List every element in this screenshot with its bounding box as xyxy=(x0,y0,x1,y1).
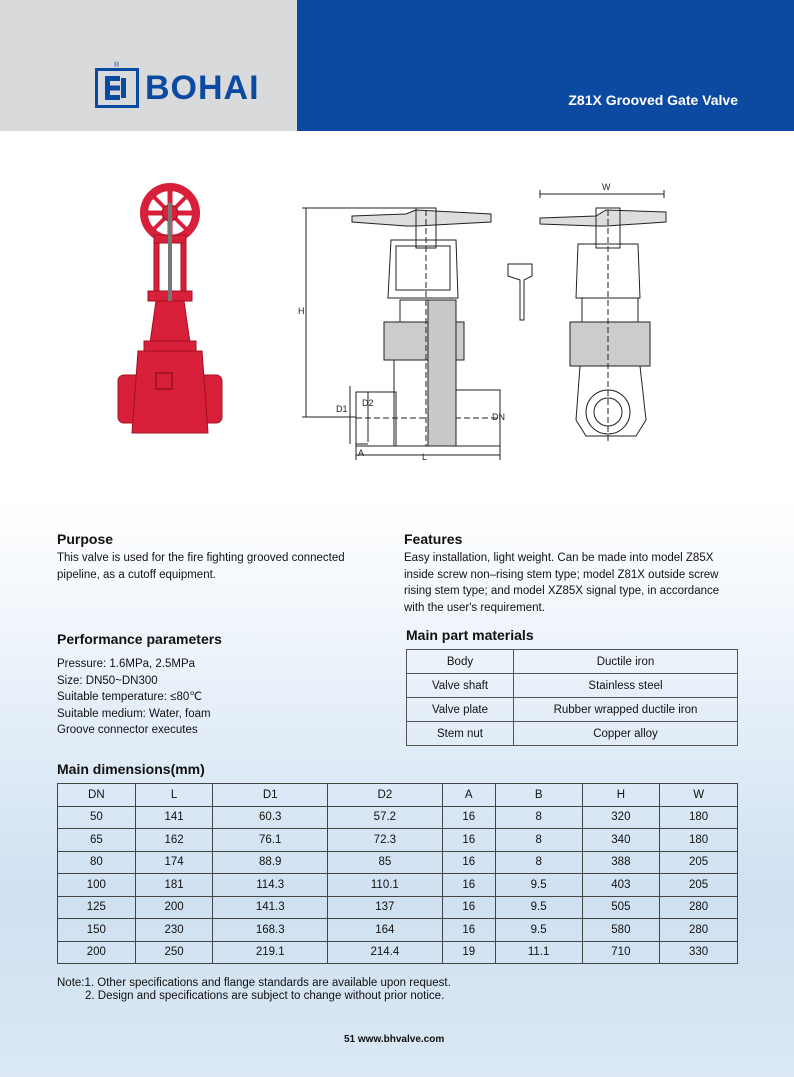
label-h: H xyxy=(298,306,305,316)
table-cell: 16 xyxy=(442,851,495,874)
material-value: Ductile iron xyxy=(514,650,738,674)
table-cell: 181 xyxy=(135,874,213,897)
features-heading: Features xyxy=(404,531,463,547)
table-cell: 9.5 xyxy=(495,874,582,897)
column-header: D1 xyxy=(213,784,328,807)
bohai-logo-icon xyxy=(95,68,139,108)
table-row xyxy=(58,941,738,964)
dimensions-table xyxy=(57,783,738,964)
table-cell: 8 xyxy=(495,806,582,829)
website-link[interactable]: www.bhvalve.com xyxy=(357,1034,445,1045)
table-cell: 65 xyxy=(58,829,136,852)
table-cell: 85 xyxy=(328,851,443,874)
column-header: H xyxy=(582,784,660,807)
features-text: Easy installation, light weight. Can be made into model Z85X inside screw non–rising stem type; model Z81X outside screw rising stem type; and model XZ85X signal type, in accordance with the user's requirement. xyxy=(404,552,720,614)
table-cell: 320 xyxy=(582,806,660,829)
table-cell: 219.1 xyxy=(213,941,328,964)
product-title: Z81X Grooved Gate Valve xyxy=(568,92,738,108)
table-cell: 214.4 xyxy=(328,941,443,964)
table-cell: 60.3 xyxy=(213,806,328,829)
table-row xyxy=(407,674,738,698)
material-part: Stem nut xyxy=(407,722,514,746)
column-header: B xyxy=(495,784,582,807)
column-header: L xyxy=(135,784,213,807)
material-value: Stainless steel xyxy=(514,674,738,698)
table-cell: 141 xyxy=(135,806,213,829)
table-cell: 50 xyxy=(58,806,136,829)
table-cell: 8 xyxy=(495,829,582,852)
table-cell: 72.3 xyxy=(328,829,443,852)
table-cell: 205 xyxy=(660,874,738,897)
table-cell: 19 xyxy=(442,941,495,964)
header-title-panel xyxy=(297,0,794,131)
table-cell: 80 xyxy=(58,851,136,874)
table-cell: 9.5 xyxy=(495,896,582,919)
table-cell: 174 xyxy=(135,851,213,874)
table-row xyxy=(58,806,738,829)
label-l: L xyxy=(422,452,428,462)
table-cell: 180 xyxy=(660,806,738,829)
material-value: Rubber wrapped ductile iron xyxy=(514,698,738,722)
table-cell: 125 xyxy=(58,896,136,919)
table-cell: 200 xyxy=(135,896,213,919)
table-row xyxy=(58,919,738,942)
materials-heading: Main part materials xyxy=(406,627,534,643)
table-cell: 205 xyxy=(660,851,738,874)
table-cell: 250 xyxy=(135,941,213,964)
table-row xyxy=(58,896,738,919)
brand-name: BOHAI xyxy=(145,68,260,107)
table-cell: 388 xyxy=(582,851,660,874)
table-cell: 16 xyxy=(442,874,495,897)
purpose-text: This valve is used for the fire fighting grooved connected pipeline, as a cutoff equipment. xyxy=(57,552,345,581)
column-header: DN xyxy=(58,784,136,807)
column-header: D2 xyxy=(328,784,443,807)
table-cell: 9.5 xyxy=(495,919,582,942)
table-cell: 110.1 xyxy=(328,874,443,897)
table-cell: 162 xyxy=(135,829,213,852)
table-cell: 141.3 xyxy=(213,896,328,919)
material-part: Valve shaft xyxy=(407,674,514,698)
performance-line: Pressure: 1.6MPa, 2.5MPa xyxy=(57,658,196,670)
table-row xyxy=(58,829,738,852)
notes xyxy=(57,977,451,1002)
registered-mark: ® xyxy=(114,62,120,69)
table-cell: 230 xyxy=(135,919,213,942)
performance-line: Suitable medium: Water, foam xyxy=(57,707,211,720)
table-cell: 8 xyxy=(495,851,582,874)
performance-heading: Performance parameters xyxy=(57,631,222,647)
table-cell: 150 xyxy=(58,919,136,942)
table-row xyxy=(407,722,738,746)
table-cell: 180 xyxy=(660,829,738,852)
label-d1: D1 xyxy=(336,404,348,414)
label-dn: DN xyxy=(492,412,505,422)
table-row xyxy=(407,650,738,674)
table-cell: 580 xyxy=(582,919,660,942)
table-cell: 88.9 xyxy=(213,851,328,874)
material-part: Body xyxy=(407,650,514,674)
label-d2: D2 xyxy=(362,398,374,408)
column-header: W xyxy=(660,784,738,807)
table-cell: 16 xyxy=(442,919,495,942)
performance-line: Size: DN50~DN300 xyxy=(57,674,158,687)
table-cell: 137 xyxy=(328,896,443,919)
table-cell: 340 xyxy=(582,829,660,852)
label-a: A xyxy=(358,448,365,458)
table-row xyxy=(407,698,738,722)
table-cell: 16 xyxy=(442,896,495,919)
header-logo-panel xyxy=(0,0,297,131)
table-row xyxy=(58,874,738,897)
table-cell: 164 xyxy=(328,919,443,942)
table-cell: 76.1 xyxy=(213,829,328,852)
brand-logo xyxy=(95,68,260,108)
page-footer xyxy=(344,1034,444,1045)
table-cell: 200 xyxy=(58,941,136,964)
column-header: A xyxy=(442,784,495,807)
table-cell: 280 xyxy=(660,896,738,919)
materials-table xyxy=(406,649,738,746)
table-cell: 11.1 xyxy=(495,941,582,964)
purpose-heading: Purpose xyxy=(57,531,114,547)
label-w: W xyxy=(602,182,611,192)
performance-line: Groove connector executes xyxy=(57,724,198,736)
table-cell: 710 xyxy=(582,941,660,964)
table-cell: 330 xyxy=(660,941,738,964)
table-cell: 505 xyxy=(582,896,660,919)
table-row xyxy=(58,851,738,874)
table-cell: 403 xyxy=(582,874,660,897)
note-line: 2. Design and specifications are subject to change without prior notice. xyxy=(85,989,445,1002)
table-cell: 114.3 xyxy=(213,874,328,897)
material-value: Copper alloy xyxy=(514,722,738,746)
performance-list xyxy=(57,656,357,739)
table-cell: 16 xyxy=(442,829,495,852)
table-cell: 280 xyxy=(660,919,738,942)
dimensions-heading: Main dimensions(mm) xyxy=(57,761,205,777)
table-cell: 168.3 xyxy=(213,919,328,942)
table-cell: 16 xyxy=(442,806,495,829)
table-cell: 100 xyxy=(58,874,136,897)
performance-line: Suitable temperature: ≤80℃ xyxy=(57,691,203,703)
note-line: Note:1. Other specifications and flange standards are available upon request. xyxy=(57,977,451,989)
valve-photo xyxy=(104,183,244,443)
page-number: 51 xyxy=(344,1034,356,1045)
table-header-row xyxy=(58,784,738,807)
material-part: Valve plate xyxy=(407,698,514,722)
technical-drawing xyxy=(296,180,696,470)
table-cell: 57.2 xyxy=(328,806,443,829)
